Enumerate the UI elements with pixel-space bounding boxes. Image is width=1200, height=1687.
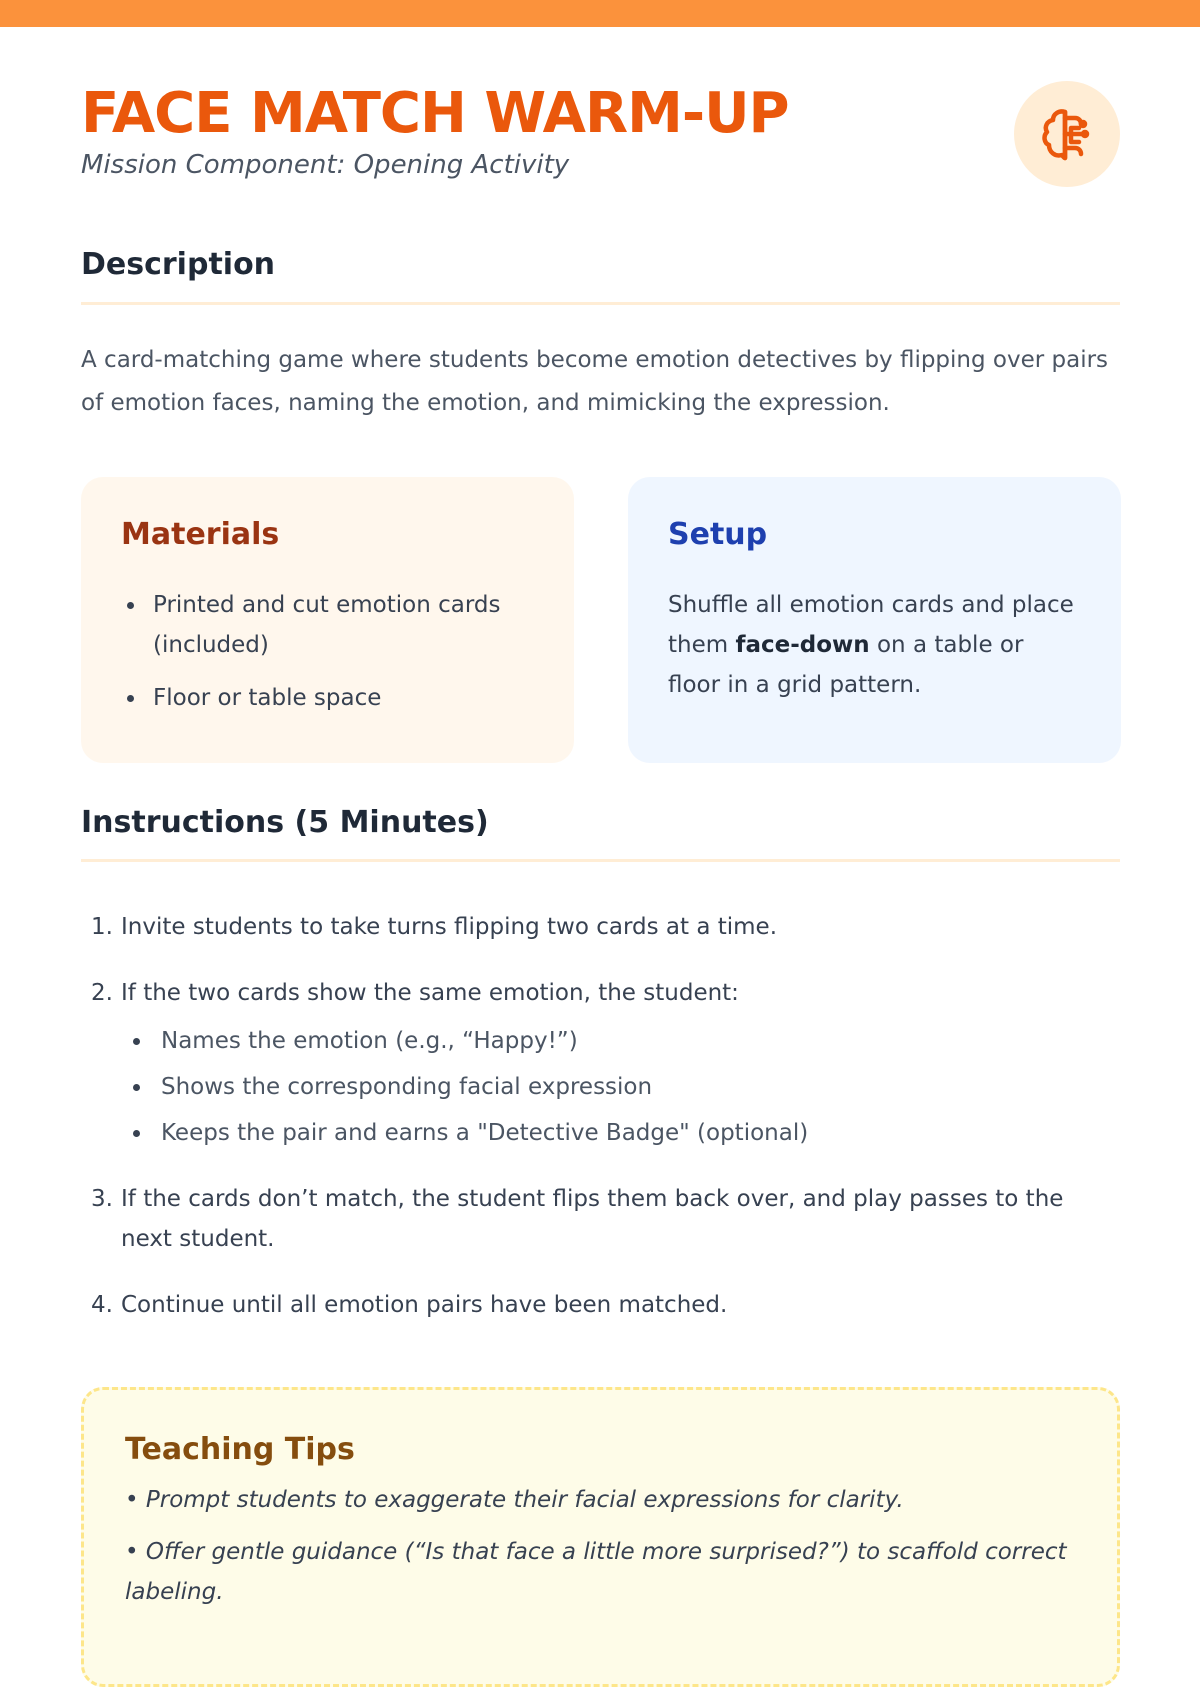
tip-item: • Prompt students to exaggerate their facial expressions for clarity. [125,1487,904,1513]
materials-heading: Materials [121,517,280,552]
setup-heading: Setup [668,517,768,552]
page-subtitle: Mission Component: Opening Activity [81,150,570,180]
list-item: Floor or table space [153,678,534,718]
document-page [81,27,1120,1605]
instructions-heading: Instructions (5 Minutes) [81,805,489,840]
description-text: A card-matching game where students become emotion detectives by flipping over pairs of emotion faces, naming the emotion, and mimicking the expression. [81,347,1109,416]
step-number: 1. [91,914,113,940]
sub-list-item: Keeps the pair and earns a "Detective Badge" (optional) [121,1113,1120,1153]
tip-item: • Offer gentle guidance (“Is that face a little more surprised?”) to scaffold correct labeling. [125,1539,1067,1605]
description-heading: Description [81,247,276,282]
step-2 [81,973,1120,1153]
setup-text-bold: face-down [735,632,870,658]
setup-text-before: Shuffle all emotion cards and place them [668,592,1074,658]
top-accent-bar [0,0,1200,27]
setup-text [668,585,1081,705]
step-number: 2. [91,980,113,1006]
step-number: 3. [91,1186,113,1212]
sub-list-item: Shows the corresponding facial expression [121,1067,1120,1107]
materials-card [81,477,574,763]
step-1 [81,907,1120,947]
materials-list [121,585,534,718]
description-section-header [81,245,1120,305]
step-text: Continue until all emotion pairs have been matched. [121,1292,728,1318]
step-2-sublist [121,1021,1120,1153]
instruction-steps [81,907,1120,1351]
step-text: If the two cards show the same emotion, the student: [121,980,739,1006]
list-item: Printed and cut emotion cards (included) [153,585,534,665]
instructions-section-header [81,803,1120,862]
step-3 [81,1179,1120,1259]
page-title: FACE MATCH WARM-UP [81,81,789,146]
brain-icon [1037,104,1097,164]
sub-list-item: Names the emotion (e.g., “Happy!”) [121,1021,1120,1061]
teaching-tips-heading: Teaching Tips [125,1432,355,1467]
step-text: Invite students to take turns flipping two cards at a time. [121,914,778,940]
step-text: If the cards don’t match, the student flips them back over, and play passes to the next student. [121,1186,1064,1252]
step-number: 4. [91,1292,113,1318]
step-4 [81,1285,1120,1325]
setup-card [628,477,1121,763]
brain-logo [1014,81,1120,187]
header [81,27,1120,217]
teaching-tips-box [81,1387,1120,1687]
setup-text-after: on a table or floor in a grid pattern. [668,632,1024,698]
